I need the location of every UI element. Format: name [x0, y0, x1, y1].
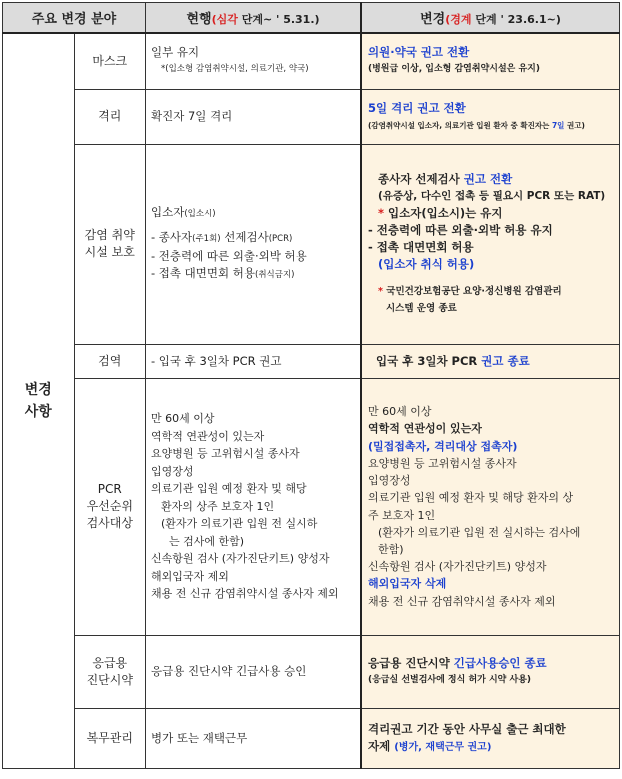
current-main: 일부 유지 [151, 45, 200, 60]
row-quarantine-current [146, 344, 362, 378]
current-line: 역학적 연관성이 있는자 [151, 429, 265, 443]
changed-line: 종사자 선제검사 [378, 172, 464, 186]
changed-main: 응급용 진단시약 [368, 655, 454, 670]
changed-line: 만 60세 이상 [368, 405, 432, 419]
row-isolation [3, 89, 620, 144]
row-quarantine [3, 344, 620, 378]
current-line: 신속항원 검사 (자가진단키트) 양성자 [151, 552, 330, 566]
changed-line: (유증상, 다수인 접촉 등 필요시 PCR 또는 RAT) [378, 190, 606, 202]
changed-note: (병원급 이상, 입소형 감염취약시설은 유지) [368, 64, 540, 75]
header-changed [361, 3, 620, 34]
row-name-text: 검역 [98, 353, 122, 368]
row-facility-name [74, 144, 146, 344]
current-line: 만 60세 이상 [151, 412, 215, 426]
row-work-changed [361, 708, 620, 768]
current-title-small: (입소시) [184, 209, 216, 219]
header-current-paren: ( [211, 13, 217, 26]
current-main: 병가 또는 재택근무 [151, 730, 248, 745]
row-name-text: 격리 [98, 109, 122, 123]
changed-note: 국민건강보험공단 요양·정신병원 감염관리 [382, 286, 562, 297]
row-work-name [74, 708, 146, 768]
changed-note-end: 권고) [564, 120, 585, 130]
current-line: 선제검사 [220, 230, 269, 244]
current-line: 의료기관 입원 예정 환자 및 해당 [151, 482, 307, 496]
row-name-text: PCR 우선순위 검사대상 [86, 482, 133, 530]
current-line: - 접촉 대면면회 허용 [151, 266, 255, 280]
row-mask-current [146, 33, 362, 89]
changed-line: 격리권고 기간 동안 사무실 출근 최대한 [368, 721, 566, 736]
changed-line: 역학적 연관성이 있는자 [368, 422, 482, 436]
header-changed-paren: ( [445, 13, 451, 26]
row-work-current [146, 708, 362, 768]
row-name-text: 응급용 진단시약 [86, 655, 133, 687]
row-isolation-current [146, 89, 362, 144]
header-current-label: 현행 [186, 12, 212, 27]
changed-highlight: (병가, 재택근무 권고) [394, 741, 492, 753]
changed-main: 입국 후 3일차 PCR [376, 353, 482, 368]
changed-line: 채용 전 신규 감염취약시설 종사자 제외 [368, 594, 556, 608]
row-quarantine-name [74, 344, 146, 378]
changed-line: (환자가 의료기관 입원 전 실시하는 검사에 [378, 525, 581, 539]
row-quarantine-changed [361, 344, 620, 378]
current-note: *(입소형 감염취약시설, 의료기관, 약국) [161, 64, 309, 75]
current-line: 입영장성 [151, 464, 194, 478]
row-name-text: 복무관리 [86, 730, 133, 745]
row-mask-name [74, 33, 146, 89]
row-emergency-name [74, 635, 146, 708]
row-mask [3, 33, 620, 89]
changed-line: - 전층력에 따른 외출·외박 허용 유지 [368, 223, 553, 237]
row-isolation-changed [361, 89, 620, 144]
current-line: 요양병원 등 고위험시설 종사자 [151, 447, 300, 461]
header-row [3, 3, 620, 34]
current-line: 는 검사에 한함) [169, 534, 245, 548]
current-line: 해외입국자 제외 [151, 569, 229, 583]
changed-line: 입소자(입소시)는 유지 [384, 206, 503, 220]
current-line: 환자의 상주 보호자 1인 [161, 499, 275, 513]
changed-note-highlight: 7일 [551, 120, 565, 130]
row-isolation-name [74, 89, 146, 144]
changed-line: 신속항원 검사 (자가진단키트) 양성자 [368, 560, 547, 574]
row-pcr [3, 378, 620, 635]
row-facility [3, 144, 620, 344]
changed-line-highlight: 해외입국자 삭제 [368, 577, 447, 591]
changed-note: 시스템 운영 종료 [386, 303, 457, 314]
changed-star: * [378, 206, 385, 220]
changed-line: 요양병원 등 고위험시설 종사자 [368, 456, 517, 470]
changed-star: * [378, 286, 383, 297]
changed-line-highlight: 권고 전환 [463, 172, 513, 186]
header-changed-stage: 경계 [450, 13, 472, 26]
changed-line: 한함) [378, 542, 404, 556]
changed-note: (응급실 선별검사에 정식 허가 시약 사용) [368, 674, 531, 685]
current-line-small: (PCR) [268, 234, 293, 244]
header-changed-rest: 단계 ' 23.6.1~) [471, 13, 561, 26]
row-pcr-current [146, 378, 362, 635]
current-main: - 입국 후 3일차 PCR 권고 [151, 353, 282, 368]
changed-highlight: 긴급사용승인 종료 [453, 655, 547, 670]
changed-line-highlight: (밀접접촉자, 격리대상 접촉자) [368, 439, 518, 453]
changed-line: 입영장성 [368, 474, 411, 488]
row-emergency-changed [361, 635, 620, 708]
current-main: 응급용 진단시약 긴급사용 승인 [151, 664, 307, 678]
current-line-small: (주1회) [192, 234, 221, 244]
row-work [3, 708, 620, 768]
header-changed-label: 변경 [420, 12, 446, 27]
current-line: 채용 전 신규 감염취약시설 종사자 제외 [151, 587, 339, 601]
row-emergency-current [146, 635, 362, 708]
row-mask-changed [361, 33, 620, 89]
changed-line-highlight: (입소자 취식 허용) [378, 257, 475, 271]
current-line: (환자가 의료기관 입원 전 실시하 [161, 517, 318, 531]
row-pcr-changed [361, 378, 620, 635]
policy-change-table [2, 2, 620, 769]
section-label [3, 33, 75, 768]
current-line: - 종사자 [151, 230, 193, 244]
changed-note: (감염취약시설 입소자, 의료기관 입원 환자 중 확진자는 [368, 120, 552, 130]
header-current-stage: 심각 [216, 13, 238, 26]
row-facility-changed [361, 144, 620, 344]
header-category [3, 3, 146, 34]
changed-line: 의료기관 입원 예정 환자 및 해당 환자의 상 [368, 491, 574, 505]
changed-line: 주 보호자 1인 [368, 508, 436, 522]
header-current-rest: 단계~ ' 5.31.) [237, 13, 320, 26]
row-name-text: 감염 취약 시설 보호 [84, 228, 135, 259]
current-line: - 전층력에 따른 외출·외박 허용 [151, 249, 307, 263]
current-main: 확진자 7일 격리 [151, 109, 233, 123]
changed-line: - 접촉 대면면회 허용 [368, 240, 474, 254]
header-category-text: 주요 변경 분야 [31, 12, 117, 27]
changed-main: 5일 격리 권고 전환 [368, 100, 466, 115]
section-label-text: 변경 사항 [24, 381, 52, 420]
changed-main: 의원·약국 권고 전환 [368, 45, 470, 60]
row-pcr-name [74, 378, 146, 635]
row-facility-current [146, 144, 362, 344]
current-line-small: (취식금지) [255, 270, 295, 280]
current-title: 입소자 [151, 205, 185, 219]
header-current [146, 3, 362, 34]
row-name-text: 마스크 [92, 53, 128, 68]
row-emergency [3, 635, 620, 708]
changed-highlight: 권고 종료 [481, 353, 530, 368]
changed-line: 자제 [368, 738, 395, 753]
